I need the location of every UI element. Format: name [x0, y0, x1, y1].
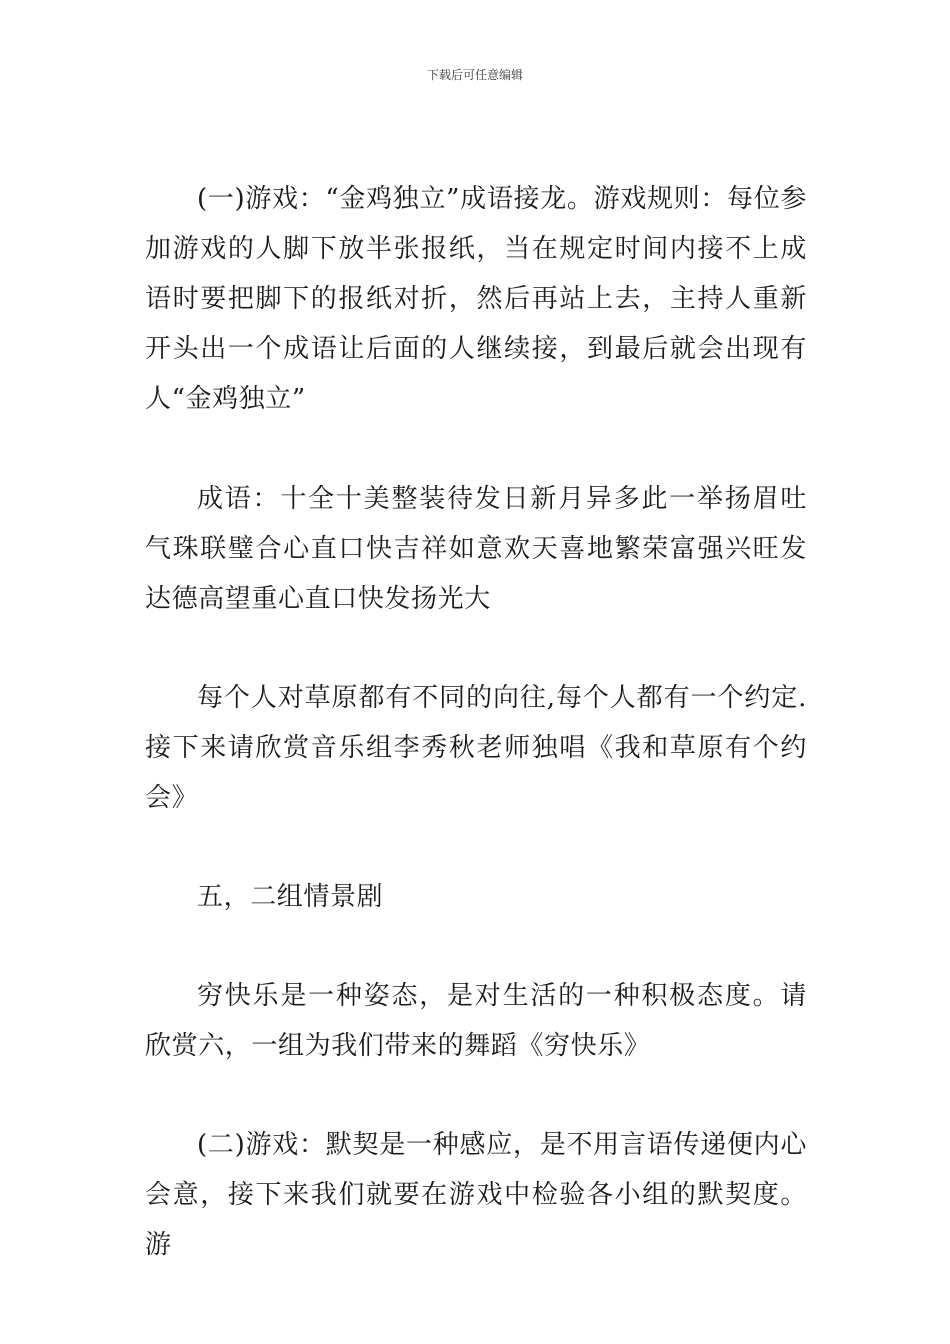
paragraph-idioms: 成语：十全十美整装待发日新月异多此一举扬眉吐气珠联璧合心直口快吉祥如意欢天喜地繁荣富强兴旺发达德高望重心直口快发扬光大: [145, 484, 807, 614]
paragraph-dance: 穷快乐是一种姿态，是对生活的一种积极态度。请欣赏六，一组为我们带来的舞蹈《穷快乐》: [145, 981, 807, 1061]
paragraph-grassland: 每个人对草原都有不同的向往,每个人都有一个约定.接下来请欣赏音乐组李秀秋老师独唱《我和草原有个约会》: [145, 683, 807, 813]
page-header: 下载后可任意编辑: [426, 68, 523, 82]
paragraph-game-one: (一)游戏：“金鸡独立”成语接龙。游戏规则：每位参加游戏的人脚下放半张报纸，当在规定时间内接不上成语时要把脚下的报纸对折，然后再站上去，主持人重新开头出一个成语让后面的人继续接，到最后就会出现有人“金鸡独立”: [145, 184, 807, 414]
paragraph-game-two: (二)游戏：默契是一种感应，是不用言语传递便内心会意，接下来我们就要在游戏中检验各小组的默契度。游: [145, 1130, 807, 1260]
paragraph-section-five: 五，二组情景剧: [197, 882, 384, 912]
